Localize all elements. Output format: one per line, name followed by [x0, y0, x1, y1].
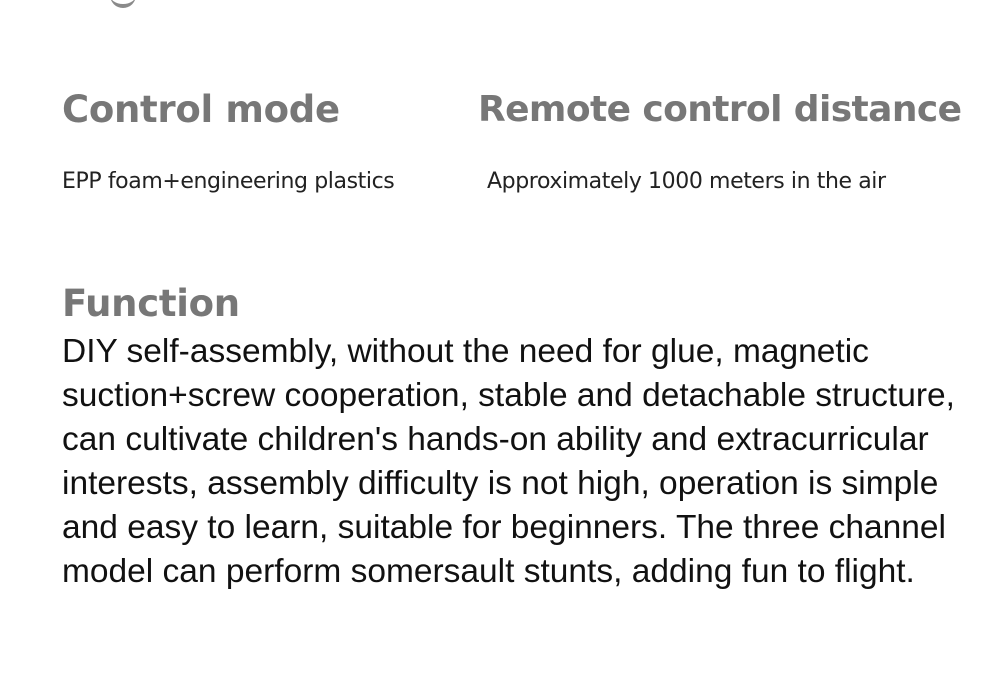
control-mode-value: EPP foam+engineering plastics [62, 169, 395, 194]
cropped-heading-fragment [110, 0, 136, 8]
remote-control-distance-heading: Remote control distance [478, 89, 962, 130]
remote-control-distance-value: Approximately 1000 meters in the air [487, 169, 886, 194]
function-heading: Function [62, 282, 240, 325]
function-description: DIY self-assembly, without the need for glue, magnetic suction+screw cooperation, stable and detachable structure, can cultivate children's hands-on ability and extracurricular interests, assembly difficulty is not high, operation is simple and easy to learn, suitable for beginners. The three channel model can perform somersault stunts, adding fun to flight. [62, 333, 955, 590]
control-mode-heading: Control mode [62, 88, 340, 131]
